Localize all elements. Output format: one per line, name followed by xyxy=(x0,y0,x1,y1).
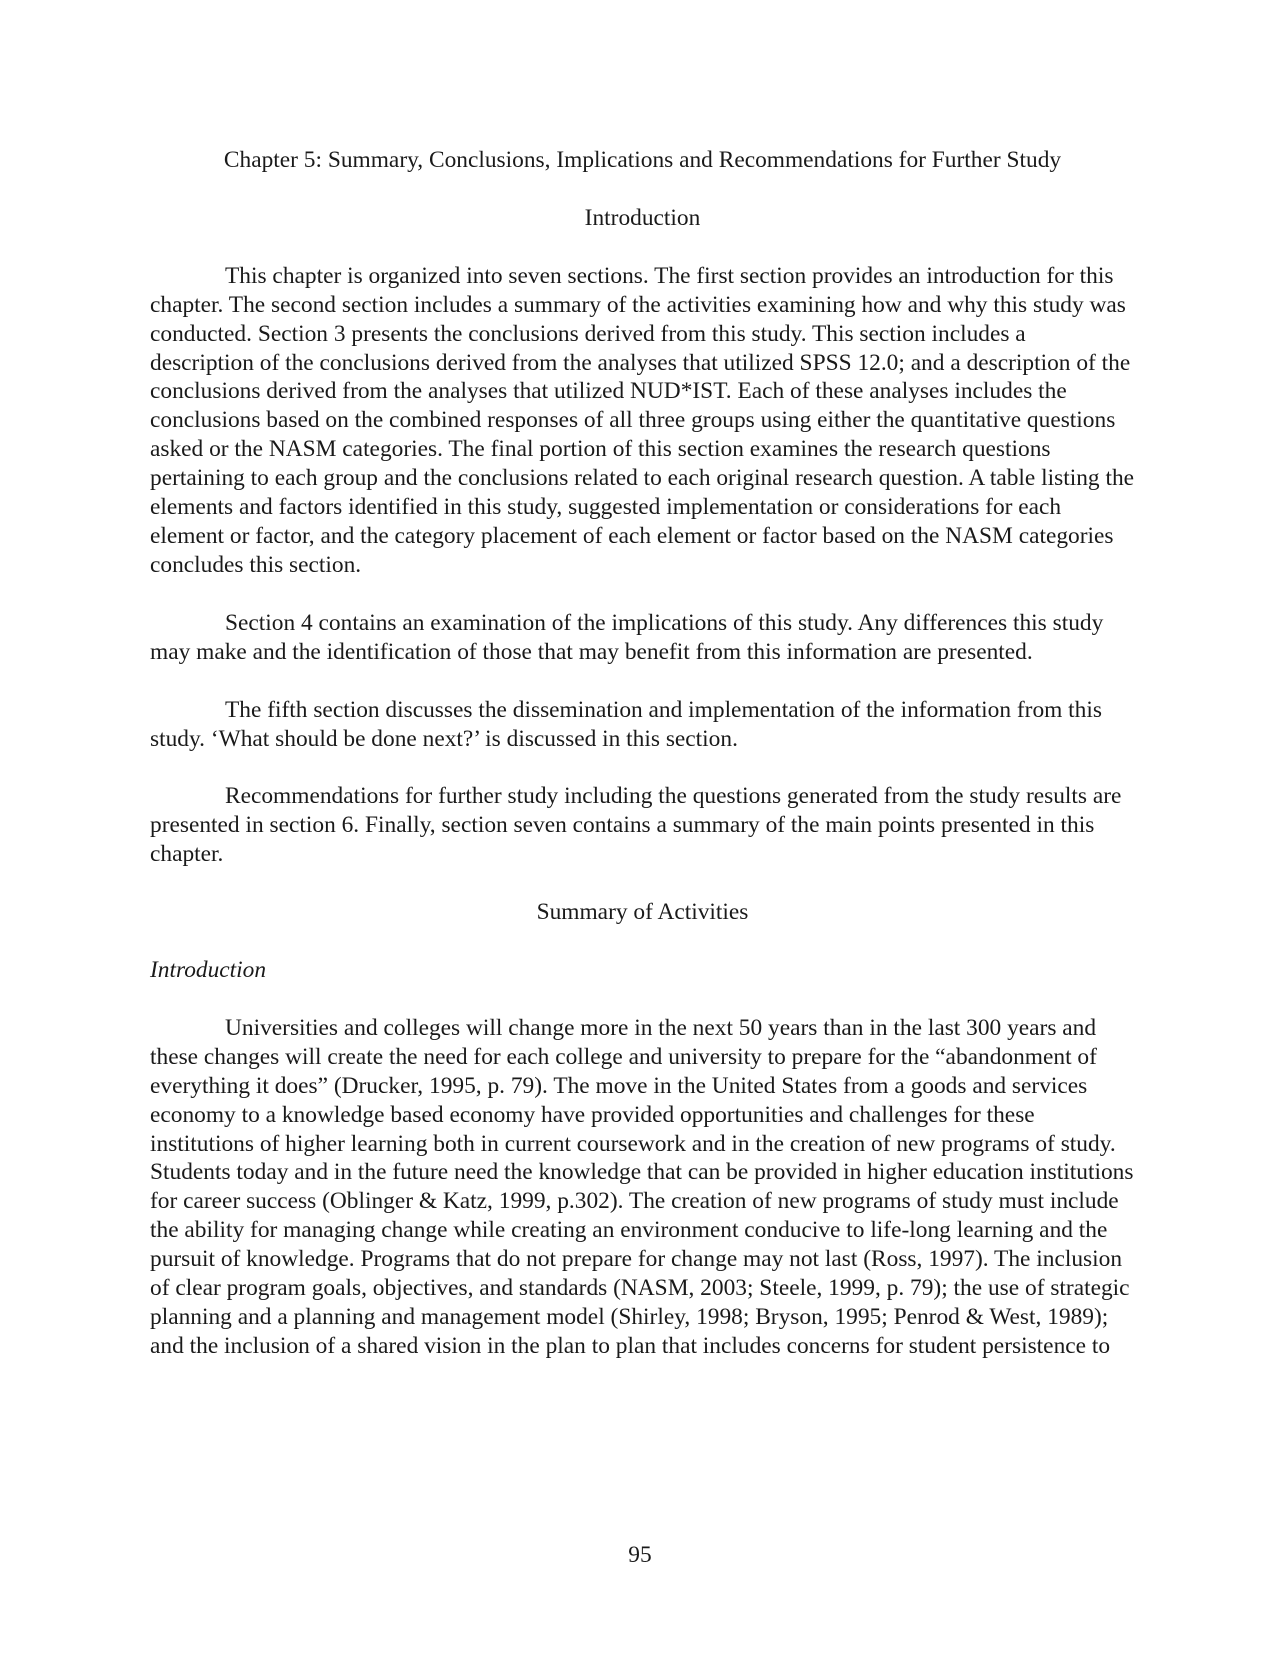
intro-paragraph-2: Section 4 contains an examination of the implications of this study. Any differences this study may make and the identification of those that may benefit from this information are presented. xyxy=(150,609,1104,665)
summary-heading: Summary of Activities xyxy=(536,899,749,926)
intro-paragraph-4: Recommendations for further study including the questions generated from the study results are presented in section 6. Finally, section seven contains a summary of the main points presented in this chapter. xyxy=(150,783,1122,868)
intro-paragraph-3: The fifth section discusses the dissemination and implementation of the information from this study. ‘What should be done next?’ is discussed in this section. xyxy=(150,696,1102,752)
page-number: 95 xyxy=(628,1542,652,1568)
chapter-title: Chapter 5: Summary, Conclusions, Implications and Recommendations for Further Study xyxy=(223,147,1062,173)
summary-subheading: Introduction xyxy=(150,957,267,984)
intro-paragraph-1: This chapter is organized into seven sections. The first section provides an introduction for this chapter. The second section includes a summary of the activities examining how and why this study was conducted. Section 3 presents the conclusions derived from this study. This section includes a description of the conclusions derived from the analyses that utilized SPSS 12.0; and a description of the conclusions derived from the analyses that utilized NUD*IST. Each of these analyses includes the conclusions based on the combined responses of all three groups using either the quantitative questions asked or the NASM categories. The final portion of this section examines the research questions pertaining to each group and the conclusions related to each original research question. A table listing the elements and factors identified in this study, suggested implementation or considerations for each element or factor, and the category placement of each element or factor based on the NASM categories concludes this section. xyxy=(150,262,1135,578)
page-content xyxy=(150,146,1135,1361)
intro-heading: Introduction xyxy=(584,204,701,231)
summary-paragraph: Universities and colleges will change more in the next 50 years than in the last 300 years and these changes will create the need for each college and university to prepare for the “abandonment of everything it does” (Drucker, 1995, p. 79). The move in the United States from a goods and services economy to a knowledge based economy have provided opportunities and challenges for these institutions of higher learning both in current coursework and in the creation of new programs of study. Students today and in the future need the knowledge that can be provided in higher education institutions for career success (Oblinger & Katz, 1999, p.302). The creation of new programs of study must include the ability for managing change while creating an environment conducive to life-long learning and the pursuit of knowledge. Programs that do not prepare for change may not last (Ross, 1997). The inclusion of clear program goals, objectives, and standards (NASM, 2003; Steele, 1999, p. 79); the use of strategic planning and a planning and management model (Shirley, 1998; Bryson, 1995; Penrod & West, 1989); and the inclusion of a shared vision in the plan to plan that includes concerns for student persistence to xyxy=(150,1014,1134,1359)
